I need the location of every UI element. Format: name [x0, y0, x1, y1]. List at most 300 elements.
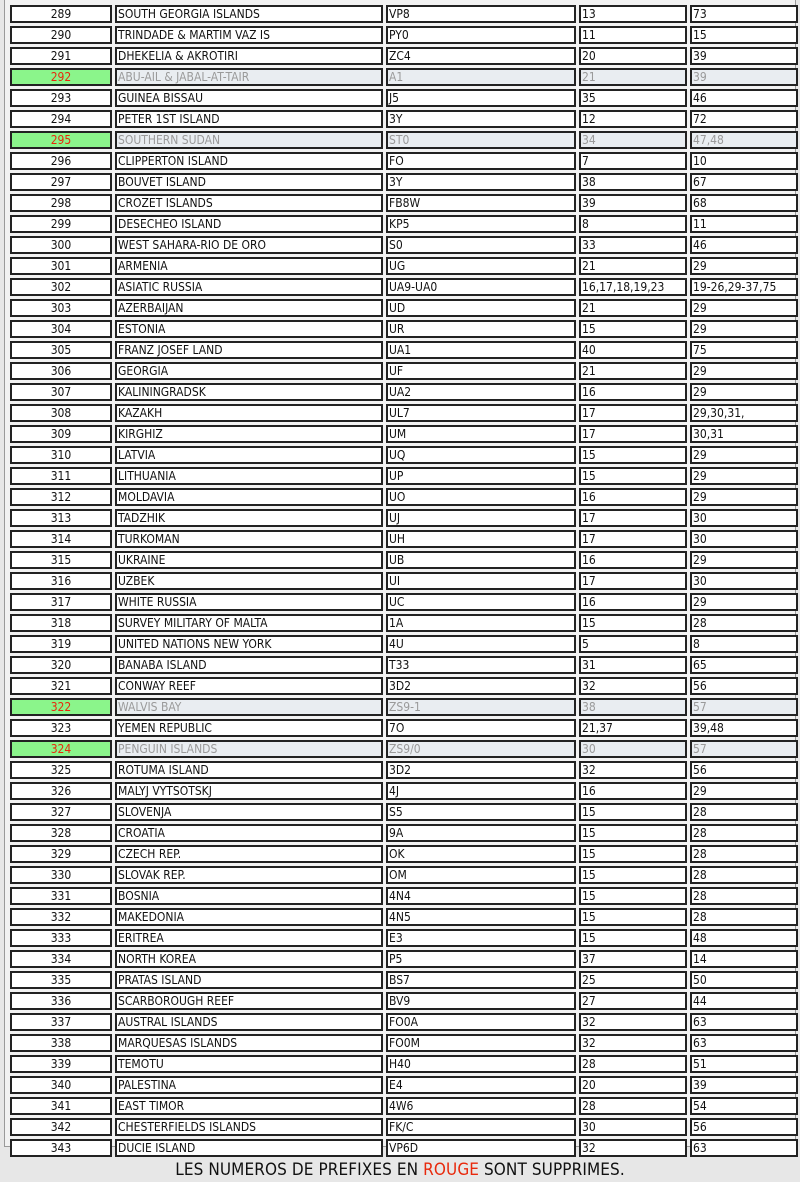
entity-prefix: ZS9-1: [386, 698, 576, 716]
cq-zone: 25: [579, 971, 687, 989]
entity-prefix: 3Y: [386, 173, 576, 191]
table-row: [10, 1013, 798, 1031]
entity-prefix: FB8W: [386, 194, 576, 212]
entity-prefix: FO0M: [386, 1034, 576, 1052]
itu-zone: 39: [690, 68, 798, 86]
table-row: [10, 467, 798, 485]
entity-prefix: UP: [386, 467, 576, 485]
entity-number: 313: [10, 509, 112, 527]
cq-zone: 28: [579, 1097, 687, 1115]
cq-zone: 32: [579, 1139, 687, 1157]
entity-prefix: UM: [386, 425, 576, 443]
cq-zone: 21,37: [579, 719, 687, 737]
entity-prefix: 4N5: [386, 908, 576, 926]
entity-number: 290: [10, 26, 112, 44]
cq-zone: 17: [579, 509, 687, 527]
table-row: [10, 299, 798, 317]
itu-zone: 29: [690, 299, 798, 317]
table-row: [10, 425, 798, 443]
entity-name: DUCIE ISLAND: [115, 1139, 383, 1157]
entity-prefix: 7O: [386, 719, 576, 737]
entity-prefix: ST0: [386, 131, 576, 149]
entity-name: SOUTHERN SUDAN: [115, 131, 383, 149]
entity-prefix: 4N4: [386, 887, 576, 905]
entity-number: 303: [10, 299, 112, 317]
entity-name: UZBEK: [115, 572, 383, 590]
entity-name: GEORGIA: [115, 362, 383, 380]
table-row: [10, 320, 798, 338]
itu-zone: 56: [690, 677, 798, 695]
cq-zone: 38: [579, 173, 687, 191]
cq-zone: 37: [579, 950, 687, 968]
entity-prefix: 4U: [386, 635, 576, 653]
table-row: [10, 131, 798, 149]
cq-zone: 28: [579, 1055, 687, 1073]
itu-zone: 28: [690, 845, 798, 863]
entity-number: 304: [10, 320, 112, 338]
itu-zone: 15: [690, 26, 798, 44]
entity-number: 332: [10, 908, 112, 926]
entity-name: AUSTRAL ISLANDS: [115, 1013, 383, 1031]
cq-zone: 30: [579, 1118, 687, 1136]
entity-name: ERITREA: [115, 929, 383, 947]
entity-name: CHESTERFIELDS ISLANDS: [115, 1118, 383, 1136]
table-row: [10, 1118, 798, 1136]
table-row: [10, 614, 798, 632]
itu-zone: 72: [690, 110, 798, 128]
entity-name: YEMEN REPUBLIC: [115, 719, 383, 737]
cq-zone: 15: [579, 929, 687, 947]
cq-zone: 27: [579, 992, 687, 1010]
cq-zone: 15: [579, 887, 687, 905]
entity-number: 308: [10, 404, 112, 422]
entity-prefix: E4: [386, 1076, 576, 1094]
cq-zone: 17: [579, 530, 687, 548]
entity-name: UNITED NATIONS NEW YORK: [115, 635, 383, 653]
entity-name: CLIPPERTON ISLAND: [115, 152, 383, 170]
table-row: [10, 236, 798, 254]
footer-note: [0, 1160, 800, 1180]
itu-zone: 28: [690, 614, 798, 632]
cq-zone: 16: [579, 488, 687, 506]
entity-prefix: 3D2: [386, 677, 576, 695]
entity-name: NORTH KOREA: [115, 950, 383, 968]
cq-zone: 5: [579, 635, 687, 653]
itu-zone: 63: [690, 1013, 798, 1031]
entity-name: MOLDAVIA: [115, 488, 383, 506]
entity-number: 306: [10, 362, 112, 380]
cq-zone: 15: [579, 908, 687, 926]
table-row: [10, 740, 798, 758]
cq-zone: 34: [579, 131, 687, 149]
entity-number: 331: [10, 887, 112, 905]
entity-name: WHITE RUSSIA: [115, 593, 383, 611]
prefix-table: [7, 2, 800, 1160]
cq-zone: 21: [579, 257, 687, 275]
cq-zone: 15: [579, 845, 687, 863]
table-row: [10, 362, 798, 380]
itu-zone: 29: [690, 593, 798, 611]
table-row: [10, 656, 798, 674]
itu-zone: 47,48: [690, 131, 798, 149]
entity-prefix: UG: [386, 257, 576, 275]
entity-name: ASIATIC RUSSIA: [115, 278, 383, 296]
entity-name: TEMOTU: [115, 1055, 383, 1073]
entity-name: MALYJ VYTSOTSKJ: [115, 782, 383, 800]
entity-prefix: PY0: [386, 26, 576, 44]
table-row: [10, 110, 798, 128]
entity-number: 322: [10, 698, 112, 716]
table-row: [10, 509, 798, 527]
itu-zone: 73: [690, 5, 798, 23]
footer-text-after: SONT SUPPRIMES.: [479, 1160, 625, 1180]
itu-zone: 67: [690, 173, 798, 191]
cq-zone: 17: [579, 572, 687, 590]
entity-prefix: 9A: [386, 824, 576, 842]
cq-zone: 30: [579, 740, 687, 758]
itu-zone: 75: [690, 341, 798, 359]
entity-name: PALESTINA: [115, 1076, 383, 1094]
entity-number: 307: [10, 383, 112, 401]
entity-prefix: UO: [386, 488, 576, 506]
itu-zone: 11: [690, 215, 798, 233]
footer-text-before: LES NUMEROS DE PREFIXES EN: [175, 1160, 424, 1180]
entity-prefix: VP8: [386, 5, 576, 23]
cq-zone: 35: [579, 89, 687, 107]
cq-zone: 15: [579, 866, 687, 884]
table-row: [10, 89, 798, 107]
table-container: [4, 0, 796, 1155]
table-row: [10, 782, 798, 800]
entity-prefix: UA9-UA0: [386, 278, 576, 296]
itu-zone: 28: [690, 908, 798, 926]
itu-zone: 19-26,29-37,75: [690, 278, 798, 296]
table-row: [10, 488, 798, 506]
table-row: [10, 47, 798, 65]
entity-prefix: UC: [386, 593, 576, 611]
itu-zone: 44: [690, 992, 798, 1010]
entity-prefix: OM: [386, 866, 576, 884]
table-row: [10, 677, 798, 695]
entity-number: 295: [10, 131, 112, 149]
itu-zone: 30,31: [690, 425, 798, 443]
entity-name: UKRAINE: [115, 551, 383, 569]
entity-name: FRANZ JOSEF LAND: [115, 341, 383, 359]
entity-prefix: P5: [386, 950, 576, 968]
cq-zone: 32: [579, 1034, 687, 1052]
entity-prefix: UL7: [386, 404, 576, 422]
itu-zone: 29: [690, 488, 798, 506]
entity-number: 312: [10, 488, 112, 506]
entity-number: 321: [10, 677, 112, 695]
entity-name: DHEKELIA & AKROTIRI: [115, 47, 383, 65]
table-row: [10, 929, 798, 947]
entity-name: PETER 1ST ISLAND: [115, 110, 383, 128]
itu-zone: 14: [690, 950, 798, 968]
entity-number: 319: [10, 635, 112, 653]
entity-number: 341: [10, 1097, 112, 1115]
itu-zone: 51: [690, 1055, 798, 1073]
entity-name: GUINEA BISSAU: [115, 89, 383, 107]
entity-name: MAKEDONIA: [115, 908, 383, 926]
entity-prefix: H40: [386, 1055, 576, 1073]
entity-prefix: FO: [386, 152, 576, 170]
entity-name: SOUTH GEORGIA ISLANDS: [115, 5, 383, 23]
itu-zone: 50: [690, 971, 798, 989]
itu-zone: 56: [690, 761, 798, 779]
table-row: [10, 719, 798, 737]
entity-prefix: J5: [386, 89, 576, 107]
table-row: [10, 992, 798, 1010]
entity-name: ABU-AIL & JABAL-AT-TAIR: [115, 68, 383, 86]
entity-number: 327: [10, 803, 112, 821]
itu-zone: 29: [690, 383, 798, 401]
entity-prefix: 3D2: [386, 761, 576, 779]
entity-name: EAST TIMOR: [115, 1097, 383, 1115]
cq-zone: 7: [579, 152, 687, 170]
table-row: [10, 1034, 798, 1052]
itu-zone: 29: [690, 551, 798, 569]
table-row: [10, 845, 798, 863]
itu-zone: 29: [690, 257, 798, 275]
entity-number: 302: [10, 278, 112, 296]
entity-name: KALININGRADSK: [115, 383, 383, 401]
table-row: [10, 278, 798, 296]
entity-number: 338: [10, 1034, 112, 1052]
entity-number: 316: [10, 572, 112, 590]
cq-zone: 33: [579, 236, 687, 254]
entity-number: 291: [10, 47, 112, 65]
itu-zone: 65: [690, 656, 798, 674]
entity-prefix: UJ: [386, 509, 576, 527]
itu-zone: 30: [690, 572, 798, 590]
table-row: [10, 551, 798, 569]
cq-zone: 20: [579, 47, 687, 65]
entity-number: 289: [10, 5, 112, 23]
itu-zone: 39,48: [690, 719, 798, 737]
entity-name: BOUVET ISLAND: [115, 173, 383, 191]
cq-zone: 15: [579, 803, 687, 821]
footer-red-word: ROUGE: [423, 1160, 480, 1180]
table-row: [10, 26, 798, 44]
cq-zone: 32: [579, 761, 687, 779]
cq-zone: 15: [579, 467, 687, 485]
cq-zone: 16: [579, 782, 687, 800]
entity-name: PENGUIN ISLANDS: [115, 740, 383, 758]
table-row: [10, 5, 798, 23]
entity-prefix: A1: [386, 68, 576, 86]
itu-zone: 29: [690, 362, 798, 380]
table-row: [10, 908, 798, 926]
entity-prefix: 1A: [386, 614, 576, 632]
entity-prefix: ZC4: [386, 47, 576, 65]
table-row: [10, 698, 798, 716]
entity-prefix: UD: [386, 299, 576, 317]
entity-name: DESECHEO ISLAND: [115, 215, 383, 233]
cq-zone: 15: [579, 614, 687, 632]
itu-zone: 29,30,31,: [690, 404, 798, 422]
entity-number: 294: [10, 110, 112, 128]
itu-zone: 68: [690, 194, 798, 212]
itu-zone: 28: [690, 824, 798, 842]
itu-zone: 28: [690, 866, 798, 884]
cq-zone: 16: [579, 551, 687, 569]
itu-zone: 54: [690, 1097, 798, 1115]
cq-zone: 15: [579, 320, 687, 338]
entity-name: CROATIA: [115, 824, 383, 842]
entity-prefix: 3Y: [386, 110, 576, 128]
entity-name: TURKOMAN: [115, 530, 383, 548]
entity-prefix: BV9: [386, 992, 576, 1010]
entity-number: 314: [10, 530, 112, 548]
entity-number: 292: [10, 68, 112, 86]
entity-prefix: UI: [386, 572, 576, 590]
table-row: [10, 530, 798, 548]
entity-number: 298: [10, 194, 112, 212]
entity-number: 311: [10, 467, 112, 485]
entity-name: ARMENIA: [115, 257, 383, 275]
entity-prefix: UA2: [386, 383, 576, 401]
entity-number: 323: [10, 719, 112, 737]
table-row: [10, 572, 798, 590]
table-row: [10, 257, 798, 275]
cq-zone: 16: [579, 593, 687, 611]
itu-zone: 57: [690, 740, 798, 758]
entity-name: CZECH REP.: [115, 845, 383, 863]
entity-prefix: S5: [386, 803, 576, 821]
entity-number: 317: [10, 593, 112, 611]
cq-zone: 17: [579, 425, 687, 443]
entity-number: 329: [10, 845, 112, 863]
entity-number: 310: [10, 446, 112, 464]
entity-number: 309: [10, 425, 112, 443]
itu-zone: 29: [690, 467, 798, 485]
table-row: [10, 761, 798, 779]
itu-zone: 39: [690, 47, 798, 65]
cq-zone: 21: [579, 299, 687, 317]
entity-number: 324: [10, 740, 112, 758]
table-row: [10, 803, 798, 821]
entity-number: 336: [10, 992, 112, 1010]
itu-zone: 39: [690, 1076, 798, 1094]
entity-number: 318: [10, 614, 112, 632]
entity-number: 305: [10, 341, 112, 359]
table-row: [10, 1139, 798, 1157]
itu-zone: 28: [690, 887, 798, 905]
table-body: [10, 5, 798, 1157]
entity-name: LITHUANIA: [115, 467, 383, 485]
entity-number: 315: [10, 551, 112, 569]
table-row: [10, 68, 798, 86]
itu-zone: 57: [690, 698, 798, 716]
entity-name: SLOVAK REP.: [115, 866, 383, 884]
entity-number: 293: [10, 89, 112, 107]
entity-number: 301: [10, 257, 112, 275]
table-row: [10, 1055, 798, 1073]
entity-number: 328: [10, 824, 112, 842]
table-row: [10, 866, 798, 884]
itu-zone: 63: [690, 1034, 798, 1052]
table-row: [10, 1076, 798, 1094]
entity-name: ROTUMA ISLAND: [115, 761, 383, 779]
itu-zone: 28: [690, 803, 798, 821]
entity-prefix: 4W6: [386, 1097, 576, 1115]
cq-zone: 32: [579, 1013, 687, 1031]
table-row: [10, 971, 798, 989]
entity-name: BANABA ISLAND: [115, 656, 383, 674]
entity-number: 335: [10, 971, 112, 989]
entity-name: WEST SAHARA-RIO DE ORO: [115, 236, 383, 254]
table-row: [10, 635, 798, 653]
entity-prefix: UH: [386, 530, 576, 548]
cq-zone: 16,17,18,19,23: [579, 278, 687, 296]
entity-name: LATVIA: [115, 446, 383, 464]
table-row: [10, 341, 798, 359]
cq-zone: 17: [579, 404, 687, 422]
cq-zone: 16: [579, 383, 687, 401]
itu-zone: 10: [690, 152, 798, 170]
table-row: [10, 593, 798, 611]
table-row: [10, 404, 798, 422]
itu-zone: 56: [690, 1118, 798, 1136]
entity-prefix: FK/C: [386, 1118, 576, 1136]
entity-number: 330: [10, 866, 112, 884]
table-row: [10, 383, 798, 401]
entity-name: SCARBOROUGH REEF: [115, 992, 383, 1010]
cq-zone: 31: [579, 656, 687, 674]
entity-number: 296: [10, 152, 112, 170]
cq-zone: 11: [579, 26, 687, 44]
entity-number: 300: [10, 236, 112, 254]
entity-name: SLOVENJA: [115, 803, 383, 821]
cq-zone: 15: [579, 446, 687, 464]
entity-prefix: S0: [386, 236, 576, 254]
entity-prefix: UQ: [386, 446, 576, 464]
table-row: [10, 824, 798, 842]
entity-name: CONWAY REEF: [115, 677, 383, 695]
entity-prefix: UB: [386, 551, 576, 569]
entity-prefix: ZS9/0: [386, 740, 576, 758]
entity-prefix: T33: [386, 656, 576, 674]
entity-number: 320: [10, 656, 112, 674]
entity-prefix: UR: [386, 320, 576, 338]
entity-name: KIRGHIZ: [115, 425, 383, 443]
entity-number: 339: [10, 1055, 112, 1073]
entity-prefix: VP6D: [386, 1139, 576, 1157]
entity-prefix: BS7: [386, 971, 576, 989]
entity-prefix: FO0A: [386, 1013, 576, 1031]
cq-zone: 15: [579, 824, 687, 842]
cq-zone: 12: [579, 110, 687, 128]
entity-prefix: KP5: [386, 215, 576, 233]
cq-zone: 20: [579, 1076, 687, 1094]
entity-name: KAZAKH: [115, 404, 383, 422]
table-row: [10, 446, 798, 464]
table-row: [10, 887, 798, 905]
table-row: [10, 152, 798, 170]
entity-name: BOSNIA: [115, 887, 383, 905]
entity-name: AZERBAIJAN: [115, 299, 383, 317]
itu-zone: 8: [690, 635, 798, 653]
cq-zone: 38: [579, 698, 687, 716]
entity-number: 343: [10, 1139, 112, 1157]
entity-name: CROZET ISLANDS: [115, 194, 383, 212]
entity-number: 333: [10, 929, 112, 947]
entity-number: 337: [10, 1013, 112, 1031]
entity-number: 334: [10, 950, 112, 968]
entity-number: 299: [10, 215, 112, 233]
cq-zone: 21: [579, 362, 687, 380]
